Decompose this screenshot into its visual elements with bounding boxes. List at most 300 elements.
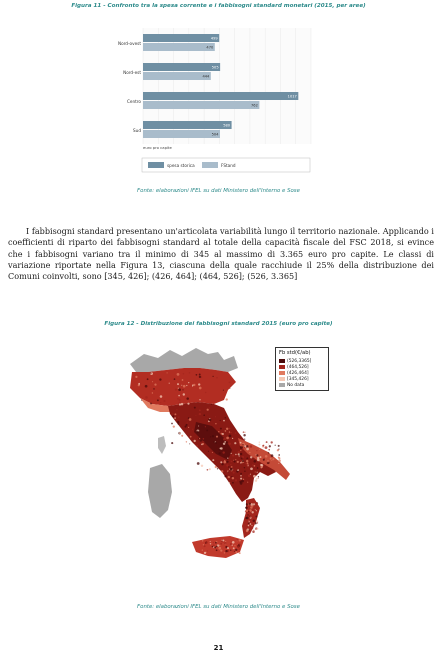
municipality-dot <box>251 521 252 522</box>
municipality-dot <box>221 540 222 541</box>
municipality-dot <box>252 511 254 513</box>
municipality-dot <box>205 541 208 544</box>
municipality-dot <box>278 463 279 464</box>
municipality-dot <box>256 510 257 511</box>
municipality-dot <box>232 482 234 484</box>
municipality-dot <box>254 511 256 513</box>
municipality-dot <box>212 452 213 453</box>
municipality-dot <box>255 471 256 472</box>
map-sardinia <box>148 464 172 518</box>
municipality-dot <box>278 459 281 462</box>
data-label: 499 <box>210 36 218 41</box>
municipality-dot <box>178 423 180 425</box>
legend-swatch-spesa-storica <box>148 162 164 168</box>
municipality-dot <box>257 457 259 459</box>
municipality-dot <box>174 417 176 419</box>
municipality-dot <box>192 386 193 387</box>
municipality-dot <box>245 463 247 465</box>
municipality-dot <box>210 541 211 542</box>
figure-12-source: Fonte: elaborazioni IFEL su dati Ministero dell'Interno e Sose <box>137 604 300 610</box>
bar <box>143 72 211 80</box>
legend-label-spesa-storica: spesa storica <box>167 163 195 168</box>
municipality-dot <box>215 416 216 417</box>
municipality-dot <box>199 409 201 411</box>
municipality-dot <box>255 454 256 455</box>
municipality-dot <box>141 400 142 401</box>
municipality-dot <box>220 461 222 463</box>
municipality-dot <box>247 482 248 483</box>
municipality-dot <box>228 443 230 445</box>
municipality-dot <box>256 454 258 456</box>
municipality-dot <box>224 542 226 544</box>
municipality-dot <box>233 460 234 461</box>
municipality-dot <box>207 469 209 471</box>
municipality-dot <box>230 468 233 471</box>
municipality-dot <box>238 453 240 455</box>
municipality-dot <box>239 539 241 541</box>
municipality-dot <box>179 403 181 405</box>
municipality-dot <box>208 451 209 452</box>
municipality-dot <box>219 447 221 449</box>
municipality-dot <box>267 462 268 463</box>
municipality-dot <box>267 460 269 462</box>
municipality-dot <box>256 450 257 451</box>
municipality-dot <box>229 431 230 432</box>
municipality-dot <box>190 436 192 438</box>
chart-category-labels <box>118 41 141 133</box>
municipality-dot <box>257 467 259 469</box>
legend-label-fstand: FStand <box>221 163 236 168</box>
municipality-dot <box>226 441 228 443</box>
category-label: Centro <box>127 99 141 104</box>
municipality-dot <box>183 373 185 375</box>
municipality-dot <box>246 448 249 451</box>
municipality-dot <box>234 545 235 546</box>
municipality-dot <box>254 465 256 467</box>
municipality-dot <box>233 460 235 462</box>
municipality-dot <box>252 464 253 465</box>
municipality-dot <box>265 455 268 458</box>
paragraph-text: I fabbisogni standard presentano un'articolata variabilità lungo il territorio nazionale. Applicando i coefficienti di riparto dei fabbisogni standard al totale della capacità fiscale del FSC 2018, si evince che i fabbisogni variano tra il minimo di 345 al massimo di 3.365 euro pro capite. Le classi di variazione riportate nella Figura 13, ciascuna della quale racchiude il 25% della distribuzione dei Comuni coinvolti, sono [345, 426]; (426, 464]; (464, 526]; (526, 3.365] <box>8 226 434 282</box>
municipality-dot <box>196 445 198 447</box>
municipality-dot <box>206 429 208 431</box>
data-label: 505 <box>211 65 219 70</box>
municipality-dot <box>171 442 173 444</box>
municipality-dot <box>258 476 259 477</box>
legend-swatch <box>279 371 285 376</box>
municipality-dot <box>240 446 243 449</box>
map-small-island <box>158 436 166 454</box>
bar <box>143 121 232 129</box>
municipality-dot <box>215 542 217 544</box>
municipality-dot <box>234 551 235 552</box>
data-label: 504 <box>211 132 219 137</box>
municipality-dot <box>197 431 199 433</box>
municipality-dot <box>250 467 253 470</box>
municipality-dot <box>261 467 262 468</box>
municipality-dot <box>233 547 235 549</box>
category-label: Sud <box>133 128 141 133</box>
municipality-dot <box>173 425 175 427</box>
municipality-dot <box>198 425 199 426</box>
municipality-dot <box>244 447 245 448</box>
municipality-dot <box>226 398 228 400</box>
municipality-dot <box>235 549 237 551</box>
municipality-dot <box>256 478 258 480</box>
municipality-dot <box>210 436 211 437</box>
municipality-dot <box>252 530 255 533</box>
municipality-dot <box>231 461 233 463</box>
municipality-dot <box>242 460 244 462</box>
municipality-dot <box>157 399 159 401</box>
legend-swatch <box>279 365 285 370</box>
municipality-dot <box>221 470 223 472</box>
municipality-dot <box>229 388 230 389</box>
municipality-dot <box>199 399 200 400</box>
legend-item-label: (426,464] <box>287 370 309 376</box>
municipality-dot <box>244 438 245 439</box>
municipality-dot <box>230 464 231 465</box>
municipality-dot <box>217 468 218 469</box>
figure-11-source: Fonte: elaborazioni IFEL su dati Ministero dell'Interno e Sose <box>137 188 300 194</box>
municipality-dot <box>145 385 148 388</box>
municipality-dot <box>277 449 279 451</box>
municipality-dot <box>233 472 235 474</box>
municipality-dot <box>175 389 177 391</box>
municipality-dot <box>261 464 263 466</box>
municipality-dot <box>229 435 232 438</box>
municipality-dot <box>235 551 237 553</box>
municipality-dot <box>234 442 236 444</box>
municipality-dot <box>223 390 224 391</box>
municipality-dot <box>231 453 232 454</box>
municipality-dot <box>268 444 269 445</box>
municipality-dot <box>227 547 229 549</box>
municipality-dot <box>239 481 241 483</box>
municipality-dot <box>224 552 225 553</box>
map-legend-title: Fb std(€/ab) <box>279 350 311 356</box>
municipality-dot <box>179 399 181 401</box>
municipality-dot <box>255 515 257 517</box>
municipality-dot <box>229 482 230 483</box>
page-number: 21 <box>213 644 224 652</box>
municipality-dot <box>259 442 260 443</box>
municipality-dot <box>186 397 189 400</box>
municipality-dot <box>229 382 231 384</box>
bar <box>143 63 220 71</box>
legend-item-label: (464,526] <box>287 364 309 370</box>
municipality-dot <box>272 458 274 460</box>
municipality-dot <box>246 510 248 512</box>
municipality-dot <box>249 503 251 505</box>
municipality-dot <box>235 479 237 481</box>
municipality-dot <box>204 545 206 547</box>
municipality-dot <box>235 459 236 460</box>
municipality-dot <box>258 444 260 446</box>
municipality-dot <box>147 378 149 380</box>
municipality-dot <box>220 550 222 552</box>
municipality-dot <box>243 434 245 436</box>
municipality-dot <box>250 506 253 509</box>
municipality-dot <box>216 436 218 438</box>
municipality-dot <box>177 383 179 385</box>
municipality-dot <box>160 395 163 398</box>
municipality-dot <box>243 431 245 433</box>
municipality-dot <box>240 453 242 455</box>
municipality-dot <box>207 409 209 411</box>
municipality-dot <box>226 464 228 466</box>
municipality-dot <box>177 421 179 423</box>
municipality-dot <box>199 413 201 415</box>
municipality-dot <box>271 460 272 461</box>
municipality-dot <box>182 379 184 381</box>
municipality-dot <box>223 451 225 453</box>
municipality-dot <box>135 376 137 378</box>
municipality-dot <box>204 552 206 554</box>
municipality-dot <box>253 519 256 522</box>
municipality-dot <box>202 549 203 550</box>
municipality-dot <box>239 552 241 554</box>
municipality-dot <box>199 376 201 378</box>
bar <box>143 130 220 138</box>
data-label: 444 <box>202 74 210 79</box>
data-label: 470 <box>206 45 214 50</box>
municipality-dot <box>212 546 213 547</box>
municipality-dot <box>237 461 239 463</box>
municipality-dot <box>185 426 187 428</box>
municipality-dot <box>248 525 249 526</box>
municipality-dot <box>238 544 239 545</box>
municipality-dot <box>169 383 170 384</box>
municipality-dot <box>255 528 256 529</box>
municipality-dot <box>245 507 247 509</box>
municipality-dot <box>189 372 191 374</box>
municipality-dot <box>199 374 201 376</box>
municipality-dot <box>232 477 234 479</box>
municipality-dot <box>278 454 280 456</box>
municipality-dot <box>199 387 202 390</box>
map-sicily <box>192 536 244 558</box>
municipality-dot <box>201 465 203 467</box>
municipality-dot <box>257 522 258 523</box>
municipality-dot <box>200 439 202 441</box>
municipality-dot <box>150 403 152 405</box>
bar <box>143 92 298 100</box>
municipality-dot <box>260 456 262 458</box>
municipality-dot <box>239 455 240 456</box>
municipality-dot <box>220 543 222 545</box>
data-label: 580 <box>223 123 231 128</box>
municipality-dot <box>257 472 258 473</box>
municipality-dot <box>278 445 280 447</box>
municipality-dot <box>223 438 226 441</box>
municipality-dot <box>266 441 268 443</box>
municipality-dot <box>240 450 241 451</box>
municipality-dot <box>205 426 206 427</box>
municipality-dot <box>265 446 268 449</box>
municipality-dot <box>255 479 257 481</box>
municipality-dot <box>232 541 235 544</box>
municipality-dot <box>253 503 255 505</box>
municipality-dot <box>183 385 186 388</box>
municipality-dot <box>189 418 192 421</box>
municipality-dot <box>194 440 196 442</box>
municipality-dot <box>231 476 232 477</box>
municipality-dot <box>252 518 253 519</box>
municipality-dot <box>194 407 196 409</box>
municipality-dot <box>227 458 228 459</box>
bar <box>143 43 215 51</box>
municipality-dot <box>216 545 218 547</box>
municipality-dot <box>220 428 222 430</box>
municipality-dot <box>250 445 253 448</box>
municipality-dot <box>218 431 219 432</box>
body-paragraph <box>8 226 434 282</box>
municipality-dot <box>243 479 244 480</box>
municipality-dot <box>268 452 269 453</box>
legend-item-label: No data <box>287 382 305 388</box>
municipality-dot <box>228 466 229 467</box>
municipality-dot <box>242 444 243 445</box>
municipality-dot <box>202 540 204 542</box>
municipality-dot <box>247 502 249 504</box>
municipality-dot <box>177 373 180 376</box>
municipality-dot <box>238 451 240 453</box>
municipality-dot <box>240 478 242 480</box>
municipality-dot <box>216 549 218 551</box>
municipality-dot <box>275 445 276 446</box>
municipality-dot <box>181 385 182 386</box>
municipality-dot <box>241 480 244 483</box>
municipality-dot <box>246 464 248 466</box>
municipality-dot <box>249 452 251 454</box>
municipality-dot <box>240 442 242 444</box>
municipality-dot <box>212 376 213 377</box>
municipality-dot <box>232 454 234 456</box>
municipality-dot <box>203 438 205 440</box>
municipality-dot <box>248 516 250 518</box>
municipality-dot <box>154 383 156 385</box>
municipality-dot <box>186 385 187 386</box>
municipality-dot <box>222 433 224 435</box>
municipality-dot <box>256 502 258 504</box>
municipality-dot <box>210 543 211 544</box>
municipality-dot <box>253 460 256 463</box>
municipality-dot <box>271 441 273 443</box>
municipality-dot <box>195 415 196 416</box>
municipality-dot <box>202 443 204 445</box>
municipality-dot <box>203 544 204 545</box>
municipality-dot <box>153 388 155 390</box>
figure-12-caption: Figura 12 - Distribuzione dei fabbisogni standard 2015 (euro pro capite) <box>104 321 333 327</box>
chart-legend <box>142 158 310 172</box>
municipality-dot <box>232 550 233 551</box>
municipality-dot <box>196 374 198 376</box>
municipality-dot <box>150 373 151 374</box>
municipality-dot <box>246 460 248 462</box>
municipality-dot <box>216 377 218 379</box>
municipality-dot <box>189 443 190 444</box>
municipality-dot <box>209 407 210 408</box>
municipality-dot <box>181 435 183 437</box>
municipality-dot <box>249 523 250 524</box>
municipality-dot <box>248 530 249 531</box>
municipality-dot <box>152 381 153 382</box>
municipality-dot <box>250 523 252 525</box>
municipality-dot <box>224 460 225 461</box>
municipality-dot <box>269 445 271 447</box>
municipality-dot <box>138 383 140 385</box>
municipality-dot <box>278 457 280 459</box>
legend-swatch-fstand <box>202 162 218 168</box>
chart-x-label: euro pro capite <box>143 145 172 150</box>
municipality-dot <box>268 449 270 451</box>
spending-vs-needs-bar-chart <box>110 24 340 184</box>
municipality-dot <box>178 388 181 391</box>
legend-swatch <box>279 377 285 382</box>
municipality-dot <box>172 415 174 417</box>
municipality-dot <box>145 396 148 399</box>
municipality-dot <box>229 428 231 430</box>
municipality-dot <box>246 445 248 447</box>
bar <box>143 34 219 42</box>
municipality-dot <box>240 462 242 464</box>
category-label: Nord-est <box>123 70 141 75</box>
municipality-dot <box>214 546 216 548</box>
municipality-dot <box>264 458 265 459</box>
municipality-dot <box>259 449 260 450</box>
municipality-dot <box>244 471 245 472</box>
municipality-dot <box>160 402 161 403</box>
municipality-dot <box>205 392 206 393</box>
municipality-dot <box>187 403 189 405</box>
municipality-dot <box>244 432 245 433</box>
municipality-dot <box>163 400 165 402</box>
municipality-dot <box>255 522 257 524</box>
municipality-dot <box>203 414 205 416</box>
municipality-dot <box>225 541 226 542</box>
municipality-dot <box>223 443 225 445</box>
legend-item-label: (526,3365] <box>287 358 312 364</box>
municipality-dot <box>152 392 153 393</box>
municipality-dot <box>223 420 225 422</box>
municipality-dot <box>179 432 181 434</box>
municipality-dot <box>225 550 227 552</box>
municipality-dot <box>247 521 248 522</box>
municipality-dot <box>167 372 168 373</box>
municipality-dot <box>215 442 217 444</box>
legend-item-label: [345,426] <box>287 376 309 382</box>
municipality-dot <box>250 456 252 458</box>
municipality-dot <box>213 544 215 546</box>
data-label: 762 <box>251 103 258 108</box>
municipality-dot <box>218 547 221 550</box>
municipality-dot <box>253 475 256 478</box>
municipality-dot <box>235 432 237 434</box>
municipality-dot <box>178 395 180 397</box>
municipality-dot <box>224 441 226 443</box>
municipality-dot <box>215 466 217 468</box>
municipality-dot <box>246 517 249 520</box>
municipality-dot <box>249 509 251 511</box>
municipality-dot <box>271 454 274 457</box>
municipality-dot <box>228 476 230 478</box>
municipality-dot <box>213 441 214 442</box>
municipality-dot <box>209 468 211 470</box>
municipality-dot <box>221 463 223 465</box>
municipality-dot <box>188 427 189 428</box>
municipality-dot <box>212 459 214 461</box>
